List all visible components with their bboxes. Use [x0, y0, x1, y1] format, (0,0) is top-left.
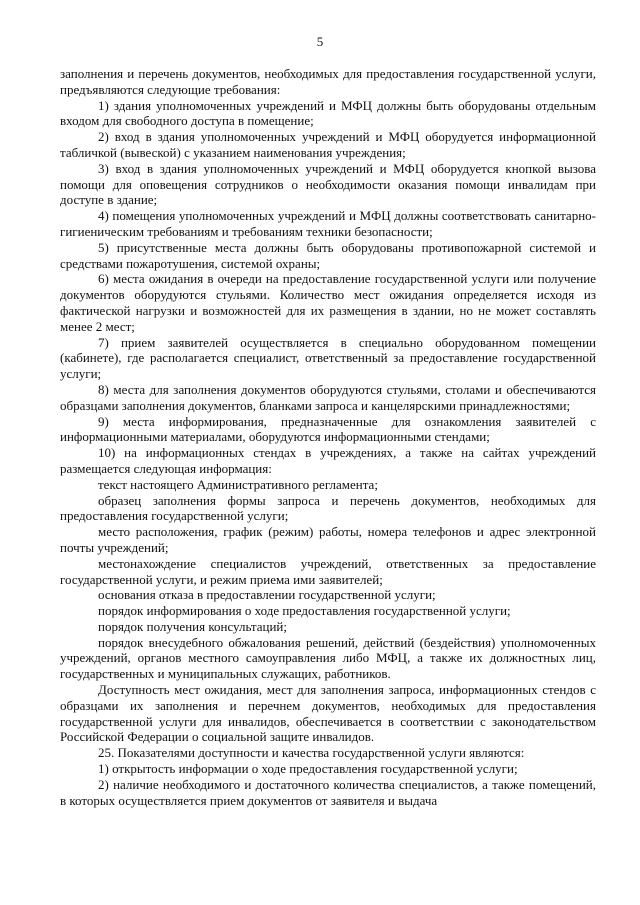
paragraph: 3) вход в здания уполномоченных учреждений и МФЦ оборудуется кнопкой вызова помощи для оповещения сотрудников о необходимости оказания помощи инвалидам при доступе в здание; — [60, 160, 596, 208]
paragraph: порядок внесудебного обжалования решений, действий (бездействия) уполномоченных учреждений, органов местного самоуправления либо МФЦ, а также их должностных лиц, государственных и муниципальных служащих, работников. — [60, 634, 596, 682]
page-number: 5 — [316, 34, 324, 49]
paragraph: основания отказа в предоставлении государственной услуги; — [98, 587, 436, 603]
paragraph: 7) прием заявителей осуществляется в специально оборудованном помещении (кабинете), где располагается специалист, ответственный за предоставление государственной услуги; — [60, 334, 596, 382]
paragraph: Доступность мест ожидания, мест для заполнения запроса, информационных стендов с образцами их заполнения и перечнем документов, необходимых для предоставления государственной услуги для инвалидов, обеспечивается в соответствии с законодательством Российской Федерации о социальной защите инвалидов. — [60, 682, 596, 745]
paragraph: местонахождение специалистов учреждений, ответственных за предоставление государственной услуги, и режим приема ими заявителей; — [60, 555, 596, 587]
paragraph: текст настоящего Административного регламента; — [98, 476, 378, 492]
paragraph: 1) здания уполномоченных учреждений и МФЦ должны быть оборудованы отдельным входом для свободного доступа в помещение; — [60, 97, 596, 129]
paragraph: 10) на информационных стендах в учреждениях, а также на сайтах учреждений размещается следующая информация: — [60, 445, 596, 476]
paragraph: 6) места ожидания в очереди на предоставление государственной услуги или получение документов оборудуются стульями. Количество мест ожидания определяется исходя из фактической нагрузки и возможностей для их размещения в здании, но не может составлять менее 2 мест; — [60, 271, 596, 334]
paragraph: 9) места информирования, предназначенные для ознакомления заявителей с информационными материалами, оборудуются информационными стендами; — [60, 413, 596, 445]
paragraph: 2) вход в здания уполномоченных учреждений и МФЦ оборудуется информационной табличкой (вывеской) с указанием наименования учреждения; — [60, 129, 596, 160]
paragraph: заполнения и перечень документов, необходимых для предоставления государственной услуги, предъявляются следующие требования: — [60, 66, 596, 97]
paragraph: порядок получения консультаций; — [98, 618, 287, 634]
paragraph: 5) присутственные места должны быть оборудованы противопожарной системой и средствами пожаротушения, системой охраны; — [60, 239, 596, 271]
paragraph: 8) места для заполнения документов оборудуются стульями, столами и обеспечиваются образцами заполнения документов, бланками запроса и канцелярскими принадлежностями; — [60, 381, 596, 413]
document-body — [60, 66, 596, 808]
paragraph: порядок информирования о ходе предоставления государственной услуги; — [98, 603, 511, 619]
paragraph: образец заполнения формы запроса и перечень документов, необходимых для предоставления государственной услуги; — [60, 492, 596, 524]
paragraph: 1) открытость информации о ходе предоставления государственной услуги; — [98, 761, 518, 777]
paragraph: 25. Показателями доступности и качества государственной услуги являются: — [98, 745, 525, 761]
paragraph: 2) наличие необходимого и достаточного количества специалистов, а также помещений, в которых осуществляется прием документов от заявителя и выдача — [60, 776, 596, 808]
paragraph: 4) помещения уполномоченных учреждений и МФЦ должны соответствовать санитарно-гигиеническим требованиям и требованиям техники безопасности; — [60, 208, 596, 239]
paragraph: место расположения, график (режим) работы, номера телефонов и адрес электронной почты учреждений; — [60, 524, 596, 555]
